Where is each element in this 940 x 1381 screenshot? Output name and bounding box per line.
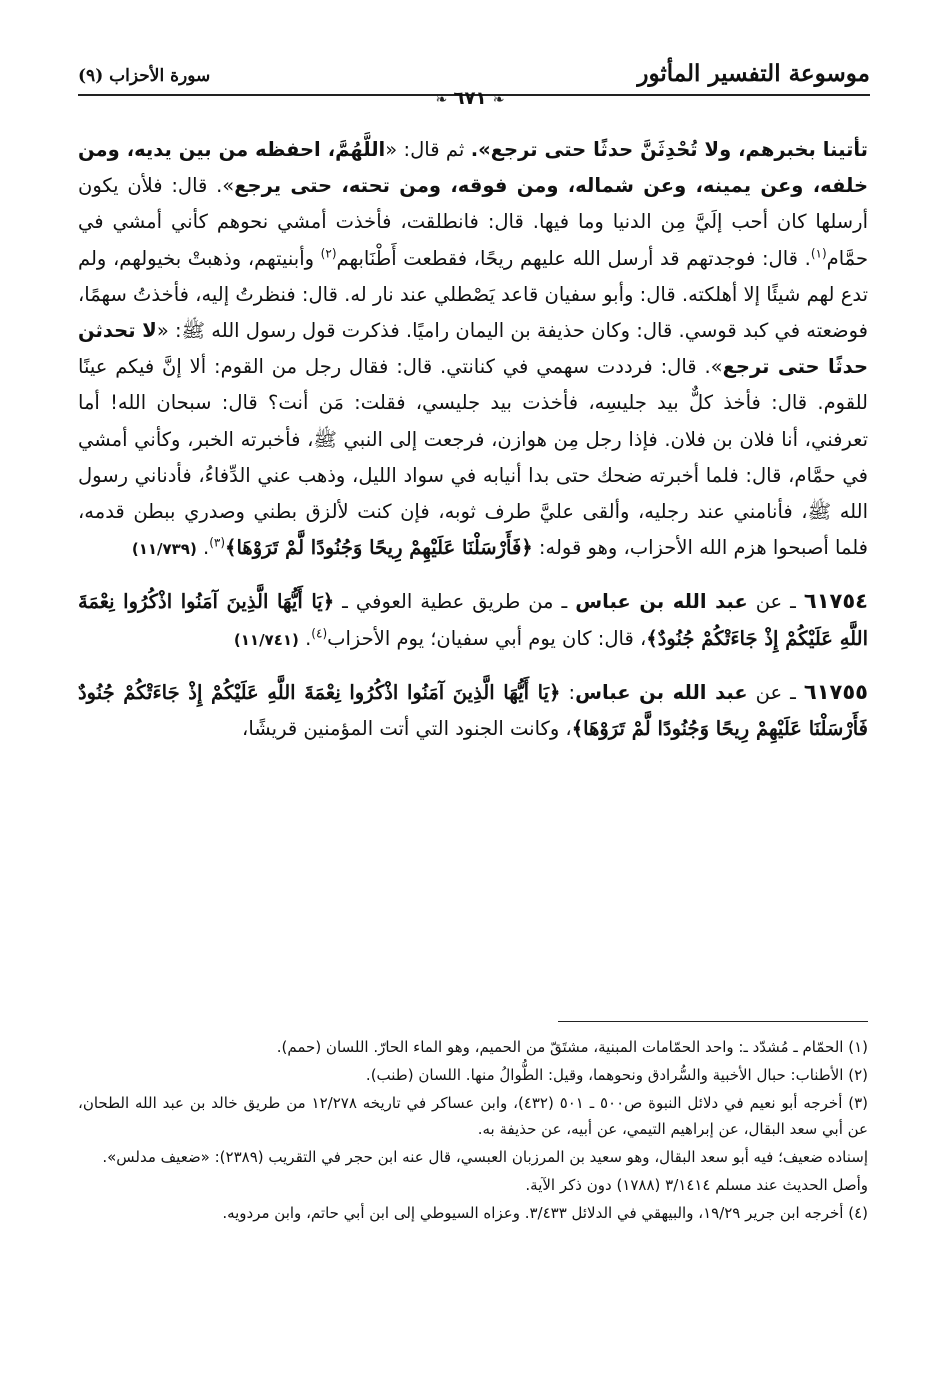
- text-run: ». قال: فلأن يكون أرسلها كان أحب إلَيَّ مِن الدنيا وما فيها. قال: فانطلقت، فأخذت أمشي نحوهم كأني أمشي في حمَّام: [78, 174, 868, 270]
- text-run: ثم قال: «: [385, 138, 471, 161]
- running-surah: سورة الأحزاب (٩): [78, 66, 211, 86]
- footnote-marker[interactable]: (٣): [209, 535, 226, 550]
- volume-reference: (١١/٧٤١): [233, 630, 299, 649]
- footnotes: [78, 1034, 868, 1228]
- quran-verse: ﴿يَا أَيُّهَا الَّذِينَ آمَنُوا اذْكُرُوا نِعْمَةَ اللَّهِ عَلَيْكُمْ إِذْ جَاءَتْكُمْ جُنُودٌ فَأَرْسَلْنَا عَلَيْهِمْ رِيحًا وَجُنُودًا لَّمْ تَرَوْهَا﴾: [78, 680, 868, 741]
- narrator-name: عبد الله بن عباس: [575, 680, 748, 704]
- footnote: (١) الحمّام ـ مُشدّد ـ: واحد الحمّامات المبنية، مشتَقّ من الحميم، وهو الماء الحارّ. اللسان (حمم).: [276, 1038, 868, 1056]
- text-run: . قال: فوجدتهم قد أرسل الله عليهم ريحًا، فقطعت أَطْنَابهم: [336, 246, 811, 270]
- text-run: ـ عن: [747, 680, 804, 704]
- text-run: وأبنيتهم، وذهبتْ بخيولهم، ولم تدع لهم شيئًا إلا أهلكته. قال: وأبو سفيان قاعد يَصْطلي عند نار له. قال: فنظرتُ إليه، فأخذتُ سهمًا، فوضعته في كبد قوسي. قال: وكان حذيفة بن اليمان راميًا. فذكرت قول رسول الله ﷺ: «: [78, 246, 868, 343]
- page-number: [0, 88, 940, 109]
- footnote-marker[interactable]: (٤): [311, 626, 328, 641]
- text-run: .: [196, 536, 210, 560]
- text-run: ، وكانت الجنود التي أتت المؤمنين قريشًا،: [242, 717, 572, 741]
- main-text: [78, 132, 868, 747]
- running-title: موسوعة التفسير المأثور: [637, 60, 870, 87]
- text-run: ، قال: كان يوم أبي سفيان؛ يوم الأحزاب: [327, 626, 647, 650]
- text-run: .: [298, 626, 312, 650]
- entry-number: ٦١٧٥٥: [803, 679, 868, 704]
- volume-reference: (١١/٧٣٩): [131, 540, 197, 559]
- footnote: (٣) أخرجه أبو نعيم في دلائل النبوة ص٥٠٠ ـ ٥٠١ (٤٣٢)، وابن عساكر في تاريخه ١٢/٢٧٨ من طريق خالد بن عبد الله الطحان، عن أبي سعد البقال، عن إبراهيم التيمي، عن أبيه، عن حذيفة به.: [78, 1094, 869, 1138]
- text-run: ». قال: فرددت سهمي في كنانتي. قال: فقال رجل من القوم: ألا إنَّ فيكم عينًا للقوم. قال: فأخذ كلٌّ بيد جليسِه، فأخذت بيد جليسي، فقلت: مَن أنت؟ قال: سبحان الله! أما تعرفني، أنا فلان بن فلان. فإذا رجل مِن هوازن، فرجعت إلى النبي ﷺ، فأخبرته الخبر، وكأني أمشي في حمَّام، قال: فلما أخبرته ضحك حتى بدا أنيابه في سواد الليل، وذهب عني الدِّفاءُ، فأدناني رسول الله ﷺ، فأنامني عند رجليه، وألقى عليَّ طرف ثوبه، فإن كنت لألزق بطني وصدري ببطن قدمه، فلما أصبحوا هزم الله الأحزاب، وهو قوله:: [78, 355, 868, 560]
- narrator-name: عبد الله بن عباس: [575, 590, 748, 614]
- narration-paragraph: [78, 132, 868, 567]
- entry-61755: [78, 674, 868, 747]
- footnote-separator: [558, 1021, 868, 1022]
- text-run: ـ من طريق عطية العوفي ـ: [334, 590, 576, 614]
- bold-phrase: تأتينا بخبرهم، ولا تُحْدِثَنَّ حدثًا حتى ترجع».: [470, 138, 868, 161]
- text-run: :: [560, 680, 576, 704]
- entry-number: ٦١٧٥٤: [803, 589, 868, 614]
- entry-61754: [78, 583, 868, 657]
- ornament-icon: ❧: [435, 92, 448, 108]
- bold-phrase: اللَّهُمَّ، احفظه من بين يديه، ومن خلفه، وعن يمينه، وعن شماله، ومن فوقه، ومن تحته، حتى يرجع: [78, 138, 868, 198]
- bold-phrase: لا تحدثن حدثًا حتى ترجع: [78, 319, 869, 379]
- quran-verse: ﴿يَا أَيُّهَا الَّذِينَ آمَنُوا اذْكُرُوا نِعْمَةَ اللَّهِ عَلَيْكُمْ إِذْ جَاءَتْكُمْ جُنُودٌ﴾: [78, 590, 868, 650]
- footnote: إسناده ضعيف؛ فيه أبو سعد البقال، وهو سعيد بن المرزبان العبسي، قال عنه ابن حجر في التقريب (٢٣٨٩): «ضعيف مدلس».: [102, 1148, 868, 1166]
- page-number-text: ٦٧١: [453, 88, 487, 109]
- quran-verse: ﴿فَأَرْسَلْنَا عَلَيْهِمْ رِيحًا وَجُنُودًا لَّمْ تَرَوْهَا﴾: [225, 536, 533, 560]
- footnote-marker[interactable]: (٢): [320, 246, 337, 261]
- ornament-icon: ❧: [492, 92, 505, 108]
- footnote-marker[interactable]: (١): [810, 246, 827, 261]
- footnote: (٢) الأطناب: حبال الأخبية والسُّرادق ونحوهما، وقيل: الطُّوالُ منها. اللسان (طنب).: [365, 1066, 868, 1084]
- footnote: (٤) أخرجه ابن جرير ١٩/٢٩، والبيهقي في الدلائل ٣/٤٣٣. وعزاه السيوطي إلى ابن أبي حاتم، وابن مردويه.: [222, 1204, 868, 1222]
- footnote: وأصل الحديث عند مسلم ٣/١٤١٤ (١٧٨٨) دون ذكر الآية.: [525, 1176, 868, 1194]
- text-run: ـ عن: [747, 590, 804, 614]
